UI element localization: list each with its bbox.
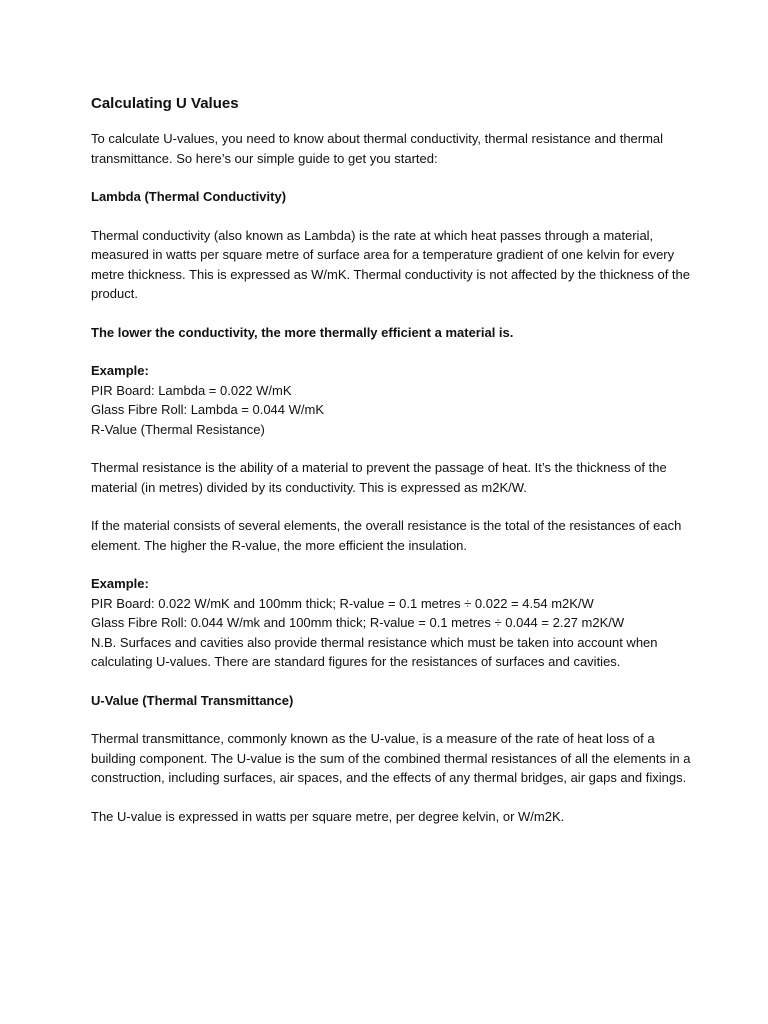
rvalue-paragraph: Thermal resistance is the ability of a material to prevent the passage of heat. It’s the thickness of the material (in metres) divided by its conductivity. This is expressed as m2K/W. [91,460,667,495]
rvalue-paragraph: If the material consists of several elements, the overall resistance is the total of the resistances of each element. The higher the R-value, the more efficient the insulation. [91,518,682,553]
note-line: N.B. Surfaces and cavities also provide thermal resistance which must be taken into account when calculating U-values. There are standard figures for the resistances of surfaces and cavities. [91,634,658,669]
example-label: Example: [91,576,149,591]
example-line: PIR Board: 0.022 W/mK and 100mm thick; R-value = 0.1 metres ÷ 0.022 = 4.54 m2K/W [91,595,594,611]
uvalue-paragraph: The U-value is expressed in watts per square metre, per degree kelvin, or W/m2K. [91,808,565,824]
lambda-heading: Lambda (Thermal Conductivity) [91,189,287,204]
uvalue-heading: U-Value (Thermal Transmittance) [91,692,294,708]
document-body [91,93,691,845]
lambda-paragraph: Thermal conductivity (also known as Lambda) is the rate at which heat passes through a material, measured in watts per square metre of surface area for a temperature gradient of one kelvin for every metre thickness. This is expressed as W/mK. Thermal conductivity is not affected by the thickness of the product. [91,227,690,301]
example-line: Glass Fibre Roll: Lambda = 0.044 W/mK [91,402,325,417]
rvalue-heading: R-Value (Thermal Resistance) [91,421,265,437]
lambda-emphasis: The lower the conductivity, the more thermally efficient a material is. [91,324,514,340]
intro-paragraph: To calculate U-values, you need to know about thermal conductivity, thermal resistance and thermal transmittance. So here’s our simple guide to get you started: [91,131,664,166]
example-line: PIR Board: Lambda = 0.022 W/mK [91,382,292,398]
uvalue-paragraph: Thermal transmittance, commonly known as the U-value, is a measure of the rate of heat loss of a building component. The U-value is the sum of the combined thermal resistances of all the elements in a construction, including surfaces, air spaces, and the effects of any thermal bridges, air gaps and fixings. [91,731,691,785]
example-block-lambda [91,361,691,439]
page-title: Calculating U Values [91,95,239,112]
example-label: Example: [91,363,149,378]
example-block-rvalue [91,574,691,672]
example-line: Glass Fibre Roll: 0.044 W/mk and 100mm thick; R-value = 0.1 metres ÷ 0.044 = 2.27 m2K/W [91,615,625,630]
